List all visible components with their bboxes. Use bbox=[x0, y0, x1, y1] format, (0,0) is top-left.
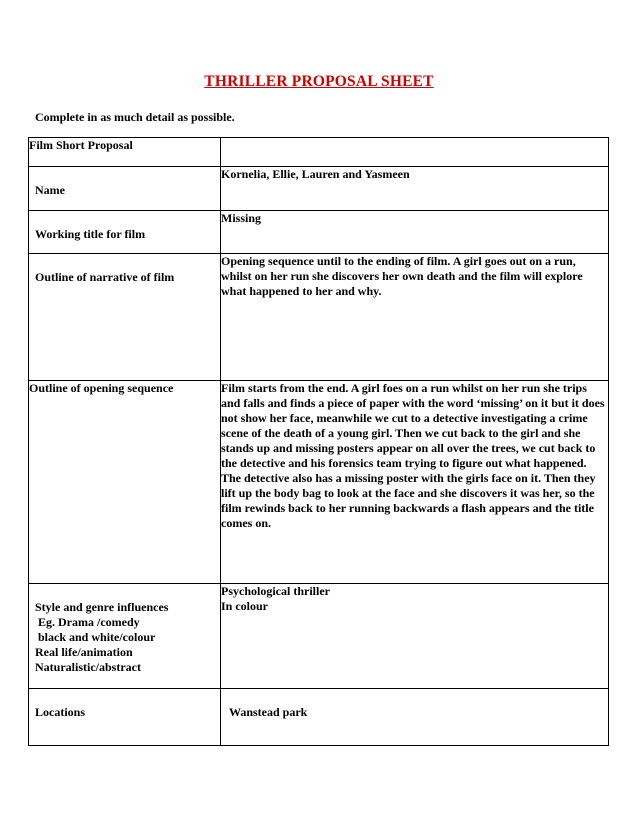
film-short-proposal-label: Film Short Proposal bbox=[29, 138, 221, 167]
table-row bbox=[29, 211, 609, 254]
instructions-text: Complete in as much detail as possible. bbox=[35, 110, 235, 124]
proposal-table bbox=[28, 137, 609, 746]
film-short-proposal-value[interactable] bbox=[221, 138, 609, 167]
name-value[interactable]: Kornelia, Ellie, Lauren and Yasmeen bbox=[221, 167, 609, 211]
working-title-label-cell bbox=[29, 211, 221, 254]
style-genre-value[interactable]: Psychological thriller In colour bbox=[221, 584, 609, 689]
style-genre-label: Style and genre influences Eg. Drama /comedy black and white/colour Real life/animation Naturalistic/abstract bbox=[35, 600, 169, 674]
style-genre-label-cell bbox=[29, 584, 221, 689]
opening-sequence-value[interactable]: Film starts from the end. A girl foes on a run whilst on her run she trips and falls and finds a piece of paper with the word ‘missing’ on it but it does not show her face, meanwhile we cut to a detective investigating a crime scene of the death of a young girl. Then we cut back to the girl and she stands up and missing posters appear on all over the trees, we cut back to the detective and his forensics team trying to figure out what happened. The detective also has a missing poster with the girls face on it. Then they lift up the body bag to look at the face and she discovers it was her, so the film rewinds back to her running backwards a flash appears and the title comes on. bbox=[221, 381, 609, 584]
table-row bbox=[29, 254, 609, 381]
opening-sequence-label: Outline of opening sequence bbox=[29, 381, 221, 584]
working-title-value[interactable]: Missing bbox=[221, 211, 609, 254]
locations-value-cell[interactable] bbox=[221, 689, 609, 746]
table-row bbox=[29, 167, 609, 211]
locations-label-cell bbox=[29, 689, 221, 746]
name-label: Name bbox=[35, 183, 65, 197]
table-row bbox=[29, 381, 609, 584]
locations-value[interactable]: Wanstead park bbox=[229, 705, 308, 719]
table-row bbox=[29, 584, 609, 689]
page-title: THRILLER PROPOSAL SHEET bbox=[204, 73, 434, 90]
table-row bbox=[29, 689, 609, 746]
narrative-outline-label-cell bbox=[29, 254, 221, 381]
working-title-label: Working title for film bbox=[35, 227, 146, 241]
name-label-cell bbox=[29, 167, 221, 211]
narrative-outline-label: Outline of narrative of film bbox=[35, 270, 175, 284]
narrative-outline-value[interactable]: Opening sequence until to the ending of film. A girl goes out on a run, whilst on her run she discovers her own death and the film will explore what happened to her and why. bbox=[221, 254, 609, 381]
table-row bbox=[29, 138, 609, 167]
locations-label: Locations bbox=[35, 705, 86, 719]
